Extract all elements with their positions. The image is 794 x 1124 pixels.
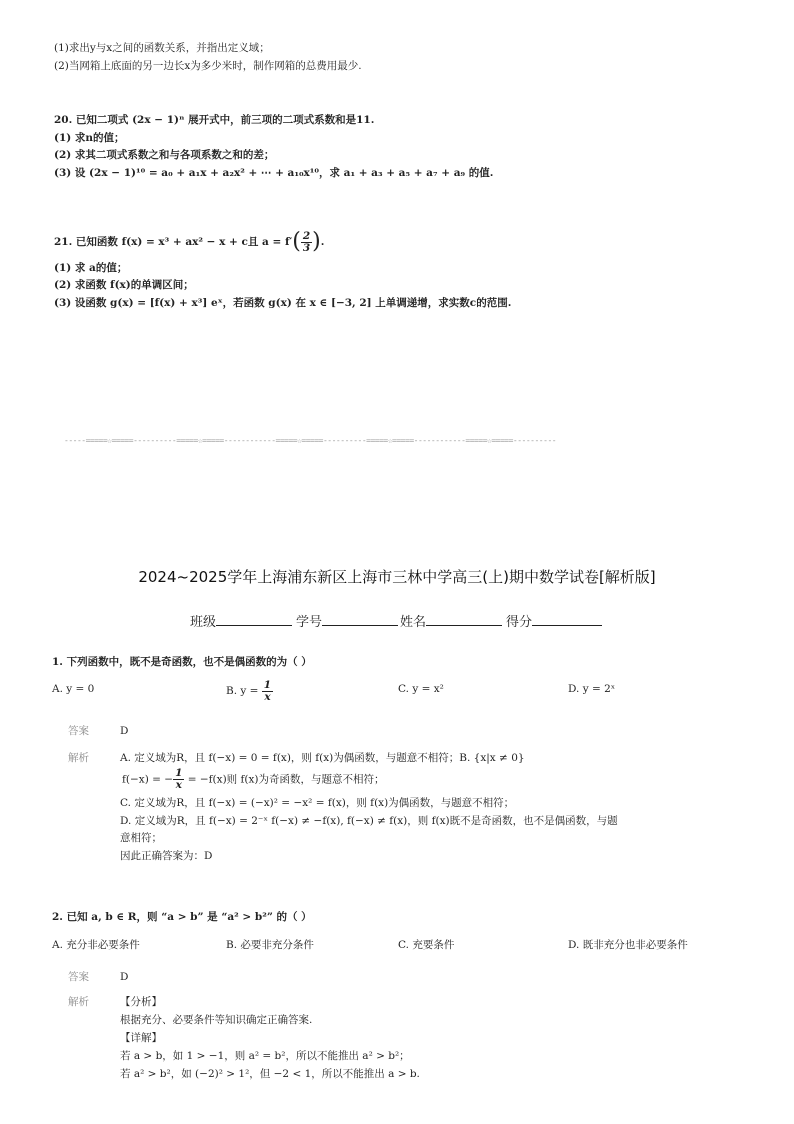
q1-analysis-line3: C. 定义域为R，且 f(−x) = (−x)² = −x² = f(x)，则 f(x)为偶函数，与题意不相符；: [120, 797, 515, 809]
q21-frac-den: 3: [302, 241, 311, 254]
q1-analysis-line2-pre: f(−x) = −: [122, 773, 174, 786]
q21-fraction: [301, 231, 312, 254]
q2-option-b: B. 必要非充分条件: [226, 939, 314, 951]
q21-frac-num: 2: [302, 229, 311, 242]
q21-stem-end: .: [320, 236, 325, 248]
student-id-field: [296, 611, 398, 630]
q2-option-c: C. 充要条件: [398, 939, 455, 951]
name-field: [400, 611, 502, 630]
q21-stem-text: 21. 已知函数 f(x) = x³ + ax² − x + c且 a = f′: [54, 236, 293, 248]
score-blank: [532, 614, 602, 626]
q1-option-c: C. y = x²: [398, 683, 444, 695]
student-id-label: 学号: [296, 615, 323, 630]
q2-option-d: D. 既非充分也非必要条件: [568, 939, 688, 951]
q1-stem: 1. 下列函数中，既不是奇函数，也不是偶函数的为（ ）: [52, 656, 312, 668]
page-title: 2024~2025学年上海浦东新区上海市三林中学高三(上)期中数学试卷[解析版]: [138, 568, 656, 586]
q2-analysis-label: 解析: [68, 996, 89, 1008]
q21-sub2: (2) 求函数 f(x)的单调区间；: [54, 279, 194, 291]
q1-analysis-fraction: [173, 768, 184, 791]
q20-sub3: (3) 设 (2x − 1)¹⁰ = a₀ + a₁x + a₂x² + ⋯ + a₁₀x¹⁰，求 a₁ + a₃ + a₅ + a₇ + a₉ 的值.: [54, 167, 494, 179]
q21-stem: 21. 已知函数 f(x) = x³ + ax² − x + c且 a = f′( $\frac{2}{3}$ ).: [54, 229, 325, 254]
q1-option-b-num: 1: [263, 678, 272, 691]
student-id-blank: [322, 614, 398, 626]
q2-answer-label: 答案: [68, 971, 89, 983]
q1-option-d: D. y = 2ˣ: [568, 683, 616, 695]
q20-stem: 20. 已知二项式 (2x − 1)ⁿ 展开式中，前三项的二项式系数和是11.: [54, 114, 375, 126]
name-blank: [426, 614, 502, 626]
q1-answer: D: [120, 725, 129, 737]
q21-sub1: (1) 求 a的值；: [54, 262, 128, 274]
q1-option-a: A. y = 0: [52, 683, 95, 695]
q1-answer-label: 答案: [68, 725, 89, 737]
q2-option-a: A. 充分非必要条件: [52, 939, 140, 951]
class-label: 班级: [190, 615, 217, 630]
q1-option-b-text: B. y =: [226, 685, 262, 697]
q1-option-b-den: x: [264, 690, 271, 703]
q21-sub3: (3) 设函数 g(x) = [f(x) + x³] eˣ，若函数 g(x) 在 x ∈ [−3, 2] 上单调递增，求实数c的范围.: [54, 297, 512, 309]
class-blank: [216, 614, 292, 626]
q2-analysis-line4: 若 a > b，如 1 > −1，则 a² = b²，所以不能推出 a² > b²；: [120, 1050, 410, 1062]
q2-stem: 2. 已知 a, b ∈ R，则 “a > b” 是 “a² > b²” 的（ ）: [52, 911, 312, 923]
q1-analysis-label: 解析: [68, 752, 89, 764]
q2-analysis-line3: 【详解】: [120, 1032, 162, 1044]
q20-sub2: (2) 求其二项式系数之和与各项系数之和的差；: [54, 149, 275, 161]
score-field: [506, 611, 602, 630]
q1-analysis-frac-den: x: [175, 779, 182, 791]
q1-analysis-line2: [122, 768, 385, 791]
q1-analysis-line4: D. 定义域为R，且 f(−x) = 2⁻ˣ f(−x) ≠ −f(x), f(−x) ≠ f(x)，则 f(x)既不是奇函数，也不是偶函数，与题: [120, 815, 618, 827]
q1-analysis-line1: A. 定义域为R，且 f(−x) = 0 = f(x)，则 f(x)为偶函数，与题意不相符；B. {x|x ≠ 0}: [120, 752, 525, 764]
q19-sub1: (1)求出y与x之间的函数关系，并指出定义域；: [54, 42, 270, 54]
name-label: 姓名: [400, 615, 427, 630]
q1-analysis-frac-num: 1: [175, 767, 183, 779]
q1-analysis-line5: 意相符；: [120, 832, 162, 844]
class-field: [190, 611, 292, 630]
section-separator: -----=====☆=====----------=====☆=====------------=====☆=====----------=====☆=====------------=====☆=====----------: [64, 436, 557, 445]
score-label: 得分: [506, 615, 533, 630]
q19-sub2: (2)当网箱上底面的另一边长x为多少米时，制作网箱的总费用最少.: [54, 60, 362, 72]
q2-analysis-line5: 若 a² > b²，如 (−2)² > 1²，但 −2 < 1，所以不能推出 a > b.: [120, 1068, 420, 1080]
q2-analysis-line2: 根据充分、必要条件等知识确定正确答案.: [120, 1014, 313, 1026]
q1-option-b: [226, 679, 273, 703]
q1-analysis-line6: 因此正确答案为：D: [120, 850, 213, 862]
q1-analysis-line2-post: = −f(x)则 f(x)为奇函数，与题意不相符；: [184, 773, 385, 786]
q20-sub1: (1) 求n的值；: [54, 132, 125, 144]
q2-answer: D: [120, 971, 129, 983]
q2-analysis-line1: 【分析】: [120, 996, 162, 1008]
q1-option-b-fraction: [262, 680, 273, 703]
